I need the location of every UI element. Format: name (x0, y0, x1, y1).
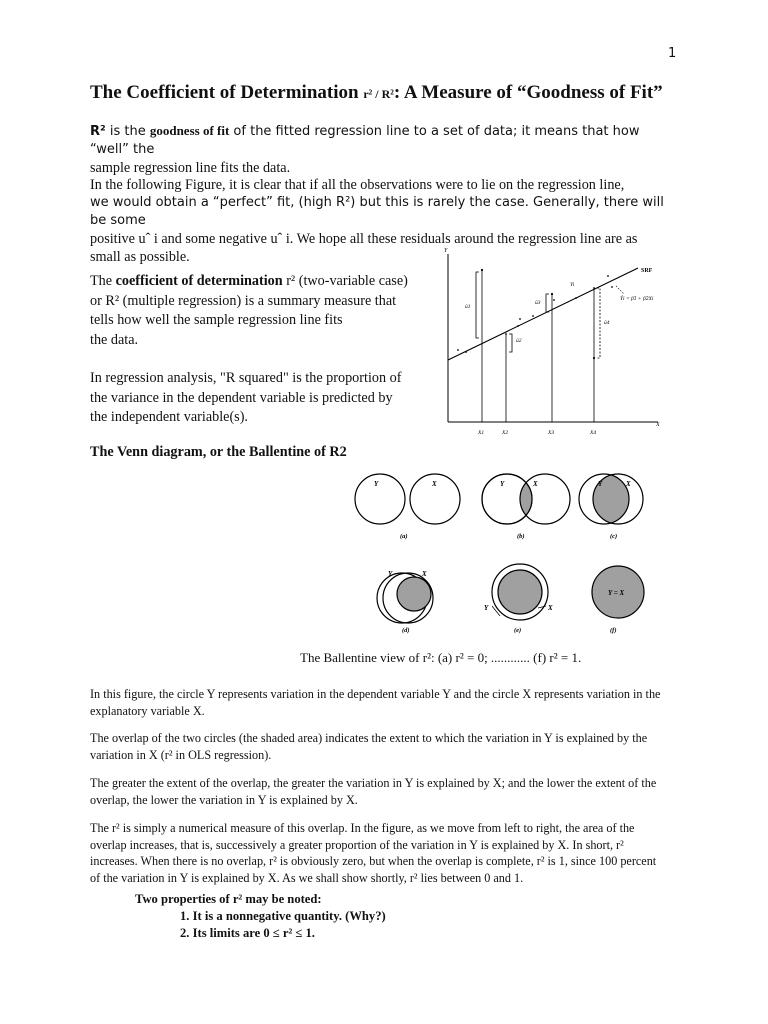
circle-paragraph (90, 686, 690, 719)
coef-bold: coefficient of determination (115, 273, 283, 289)
x1-tick: X1 (478, 430, 485, 436)
title-r2: r² / R² (363, 87, 394, 101)
coefficient-paragraph (90, 272, 430, 350)
intro-paragraph (90, 122, 680, 177)
coef-r2: r² (282, 273, 296, 289)
venn-f-label: Y = X (608, 589, 625, 597)
coef-line2: or R² (multiple regression) is a summary measure that (90, 292, 397, 309)
point (532, 315, 534, 317)
venn-label-d: (d) (402, 627, 410, 634)
venn-label-a: (a) (400, 533, 408, 540)
drop-lines (482, 270, 594, 422)
intro-gof: goodness of fit (149, 123, 230, 138)
props-heading: Two properties of r² may be noted: (135, 892, 322, 906)
point (553, 299, 555, 301)
srf-line (448, 268, 638, 360)
intro-line1: of the fitted regression line to a set of data; it means that how “well” the (90, 124, 640, 157)
venn-label-f: (f) (610, 627, 617, 634)
venn-label-e: (e) (514, 627, 522, 634)
u3-label: û3 (535, 300, 541, 306)
coef-line3: tells how well the sample regression line fits (90, 312, 343, 328)
intro-is-the: is the (105, 124, 150, 139)
p-greater-line2: overlap, the lower the variation in Y is explained by X. (90, 792, 358, 807)
srf-label: SRF (641, 268, 653, 274)
venn-label-b: (b) (517, 533, 525, 540)
p-greater-line1: The greater the extent of the overlap, the greater the variation in Y is explained by X; and the lower the extent of the (90, 776, 657, 790)
point (465, 351, 467, 353)
para2-line1: In the following Figure, it is clear that if all the observations were to lie on the regression line, (90, 177, 625, 193)
point (575, 297, 577, 299)
point (611, 286, 613, 288)
venn-c-x-label: X (626, 480, 631, 488)
reg-line3: the independent variable(s). (90, 409, 248, 425)
venn-d-y-label: Y (388, 570, 393, 578)
coef-line1-rest: (two-variable case) (295, 273, 408, 289)
p-measure-line3: increases. When there is no overlap, r² is obviously zero, but when the overlap is complete, r² is 1, since 100 percent (90, 854, 657, 868)
yi-label: Yi (570, 282, 575, 288)
venn-e-x-pointer (538, 606, 546, 608)
venn-b-x-label: X (533, 480, 538, 488)
x4-tick: X4 (590, 430, 597, 436)
measure-paragraph (90, 820, 690, 886)
point (519, 318, 521, 320)
venn-a-y-label: Y (374, 480, 379, 488)
p-measure-line4: of the variation in Y is explained by X. As we shall show shortly, r² lies between 0 and 1. (90, 870, 524, 885)
title-rest: : A Measure of “Goodness of Fit” (393, 82, 663, 103)
para2-line2: we would obtain a “perfect” fit, (high R²) but this is rarely the case. Generally, there will be some (90, 195, 664, 228)
point (517, 325, 519, 327)
property-1: 1. It is a nonnegative quantity. (Why?) (180, 909, 386, 923)
point (457, 349, 459, 351)
venn-c-y-label: Y (598, 480, 603, 488)
x-axis-label: X (656, 422, 660, 428)
bracket-u3 (546, 294, 549, 312)
venn-e-x-label: X (548, 604, 553, 612)
venn-e-y-label: Y (484, 604, 489, 612)
x3-tick: X3 (548, 430, 555, 436)
venn-a-y-circle (355, 474, 405, 524)
coef-line4: the data. (90, 331, 139, 348)
intro-r2: R² (90, 124, 106, 139)
eq-pointer (616, 286, 624, 294)
p-measure-line2: overlap increases, that is, successively a greater proportion of the variation in Y is explained by X. In short, r² (90, 837, 624, 852)
venn-label-c: (c) (610, 533, 618, 540)
page-title (90, 82, 663, 104)
x2-tick: X2 (502, 430, 509, 436)
u1-label: û1 (465, 304, 471, 310)
regression-figure (436, 242, 676, 442)
observation-points (457, 269, 613, 359)
title-main: The Coefficient of Determination (90, 82, 364, 103)
venn-e-x-circle (498, 570, 542, 614)
properties-list (135, 891, 386, 942)
venn-d-x-circle (397, 577, 431, 611)
p-measure-line1: The r² is simply a numerical measure of this overlap. In the figure, as we move from left to right, the area of the (90, 821, 635, 835)
reg-line2: the variance in the dependent variable is predicted by (90, 389, 393, 406)
intro-line2: sample regression line fits the data. (90, 160, 291, 176)
venn-a-x-label: X (432, 480, 437, 488)
venn-caption: The Ballentine view of r²: (a) r² = 0; ............ (f) r² = 1. (300, 650, 582, 665)
u2-label: û2 (516, 338, 522, 344)
bracket-u2 (509, 334, 512, 352)
p-overlap-line1: The overlap of the two circles (the shaded area) indicates the extent to which the variation in Y is explained by the (90, 731, 648, 745)
p-overlap-line2: variation in X (r² in OLS regression). (90, 747, 272, 762)
venn-diagrams (340, 466, 670, 636)
u4-label: û4 (604, 320, 610, 326)
point (607, 275, 609, 277)
venn-heading: The Venn diagram, or the Ballentine of R2 (90, 444, 347, 460)
p-circle-line2: explanatory variable X. (90, 703, 205, 718)
y-axis-label: Y (444, 248, 448, 254)
para2-line4: small as possible. (90, 249, 190, 265)
srf-equation: Ŷi = β̂1 + β̂2Xi (620, 296, 654, 302)
bracket-u4 (597, 288, 600, 358)
para2-line3: positive uˆ i and some negative uˆ i. We hope all these residuals around the regression line are as (90, 231, 638, 247)
residual-brackets (476, 272, 600, 358)
property-2: 2. Its limits are 0 ≤ r² ≤ 1. (180, 926, 315, 940)
bracket-u1 (476, 272, 479, 338)
greater-paragraph (90, 775, 690, 808)
overlap-paragraph (90, 730, 690, 763)
venn-d-x-label: X (422, 570, 427, 578)
coef-the: The (90, 273, 116, 289)
page-number: 1 (668, 46, 677, 61)
p-circle-line1: In this figure, the circle Y represents variation in the dependent variable Y and the circle X represents variation in the (90, 687, 661, 701)
reg-line1: In regression analysis, "R squared" is the proportion of (90, 370, 402, 386)
regression-paragraph (90, 369, 430, 428)
venn-b-y-label: Y (500, 480, 505, 488)
